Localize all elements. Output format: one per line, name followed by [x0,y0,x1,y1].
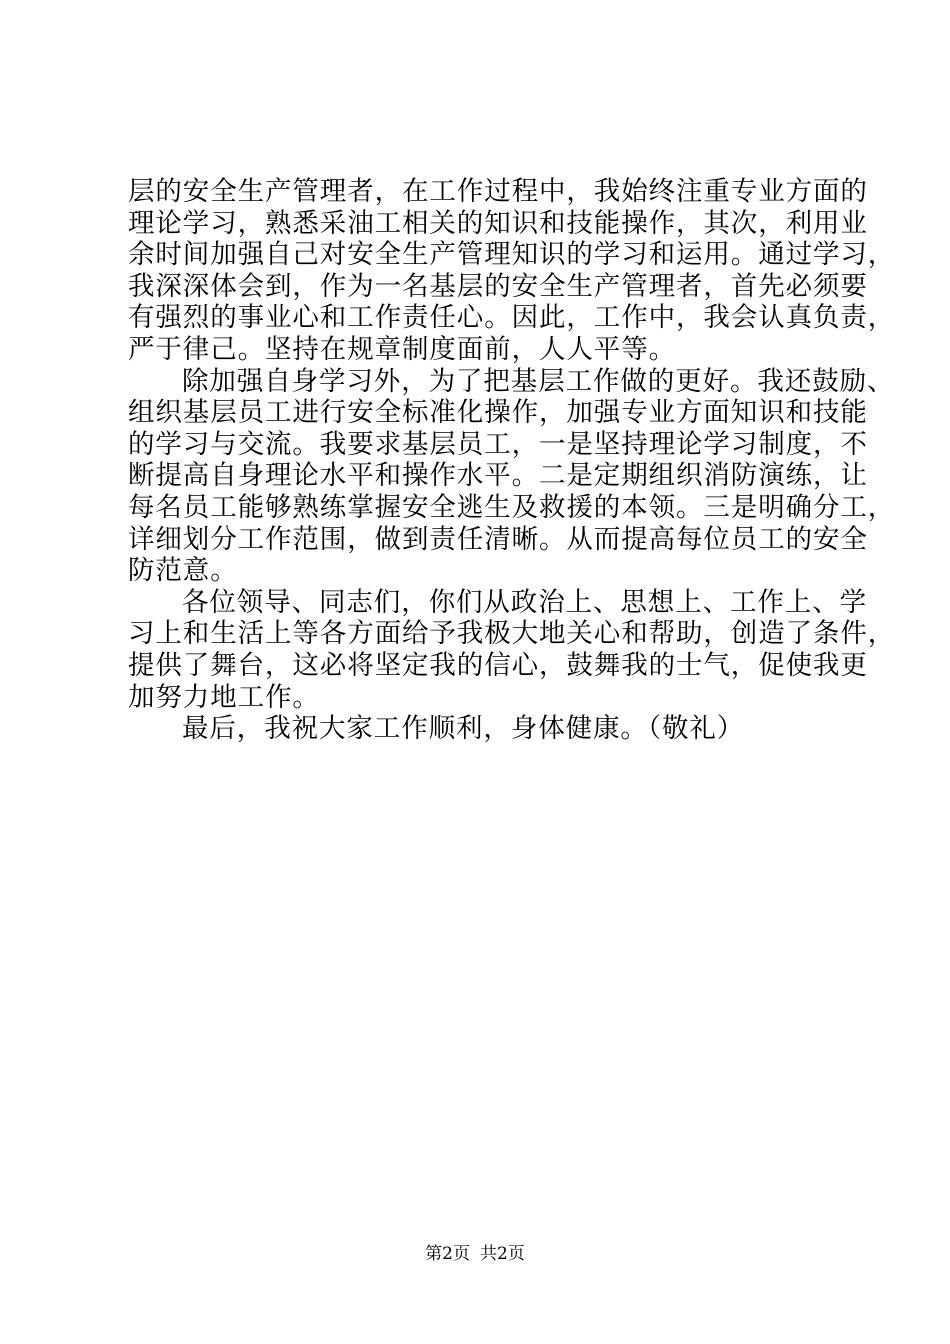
body-line: 提供了舞台，这必将坚定我的信心，鼓舞我的士气，促使我更 [128,649,868,681]
body-line: 余时间加强自己对安全生产管理知识的学习和运用。通过学习， [128,239,896,271]
body-line: 我深深体会到，作为一名基层的安全生产管理者，首先必须要 [128,270,868,302]
body-line: 组织基层员工进行安全标准化操作，加强专业方面知识和技能 [128,397,868,429]
body-line: 断提高自身理论水平和操作水平。二是定期组织消防演练，让 [128,460,868,492]
body-line: 有强烈的事业心和工作责任心。因此，工作中，我会认真负责， [128,302,896,334]
body-line: 理论学习，熟悉采油工相关的知识和技能操作，其次，利用业 [128,207,868,239]
body-line: 层的安全生产管理者，在工作过程中，我始终注重专业方面的 [128,176,868,207]
body-line: 的学习与交流。我要求基层员工，一是坚持理论学习制度，不 [128,428,868,460]
body-line: 严于律己。坚持在规章制度面前，人人平等。 [128,333,676,365]
body-line: 防范意。 [128,555,238,587]
document-body [128,176,896,745]
page-footer [0,1243,950,1265]
paragraph-start-line: 除加强自身学习外，为了把基层工作做的更好。我还鼓励、 [182,365,895,397]
page-number-total: 共2页 [480,1244,525,1264]
paragraph-start-line: 各位领导、同志们，你们从政治上、思想上、工作上、学 [182,586,867,618]
paragraph-start-line: 最后，我祝大家工作顺利，身体健康。（敬礼） [182,713,745,745]
body-line: 习上和生活上等各方面给予我极大地关心和帮助，创造了条件， [128,618,896,650]
body-line: 每名员工能够熟练掌握安全逃生及救援的本领。三是明确分工， [128,491,896,523]
body-line: 加努力地工作。 [128,681,320,713]
page-number-current: 第2页 [425,1244,470,1264]
body-line: 详细划分工作范围，做到责任清晰。从而提高每位员工的安全 [128,523,868,555]
